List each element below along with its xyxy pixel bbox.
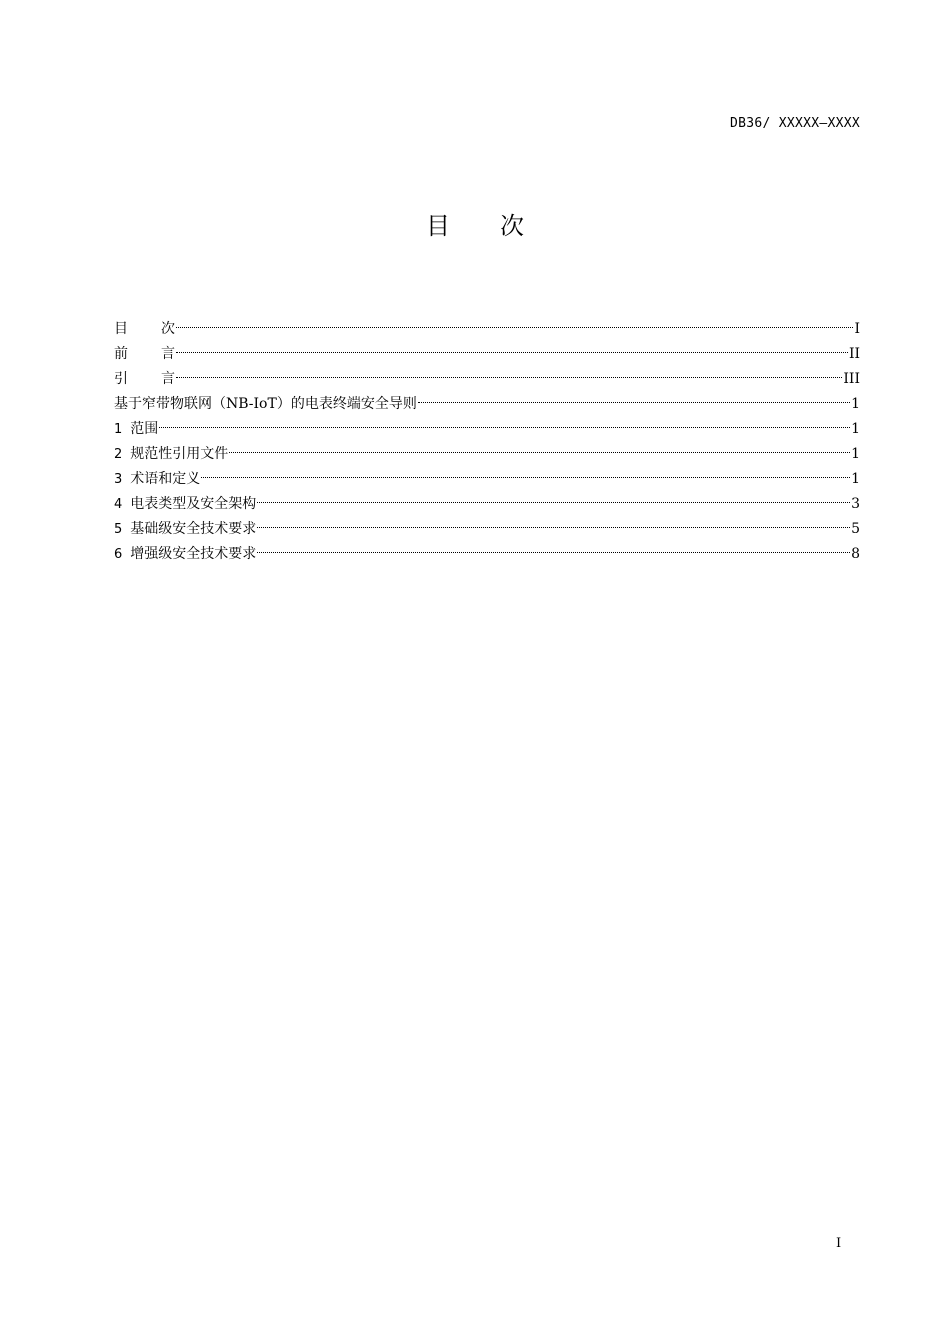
- toc-page-number: 1: [851, 396, 860, 412]
- toc-page-number: 1: [851, 446, 860, 462]
- toc-entry-section-2[interactable]: [114, 442, 860, 467]
- toc-entry-label: 电表类型及安全架构: [130, 496, 257, 512]
- dot-leader: [201, 477, 850, 478]
- toc-entry-label: 引 言: [114, 371, 175, 387]
- toc-page-number: II: [848, 346, 860, 362]
- toc-section-number: 1: [114, 422, 123, 437]
- toc-section-number: 3: [114, 472, 123, 487]
- toc-section-number: 4: [114, 497, 123, 512]
- title-char-2: 次: [500, 212, 524, 240]
- toc-section-number: 6: [114, 547, 123, 562]
- dot-leader: [176, 327, 853, 328]
- dot-leader: [257, 502, 850, 503]
- table-of-contents: [114, 317, 860, 567]
- toc-section-number: 5: [114, 522, 123, 537]
- toc-entry-label: 基础级安全技术要求: [130, 521, 257, 537]
- dot-leader: [176, 377, 842, 378]
- document-code: DB36/ XXXXX—XXXX: [729, 116, 860, 131]
- toc-page-number: 3: [851, 496, 860, 512]
- toc-entry-section-1[interactable]: [114, 417, 860, 442]
- dot-leader: [159, 427, 850, 428]
- toc-entry-section-3[interactable]: [114, 467, 860, 492]
- toc-entry-section-6[interactable]: [114, 542, 860, 567]
- toc-entry-label: 术语和定义: [130, 471, 201, 487]
- toc-page-number: III: [843, 371, 860, 387]
- page-number: I: [836, 1236, 842, 1251]
- toc-page-number: 1: [851, 471, 860, 487]
- dot-leader: [257, 552, 850, 553]
- page-title: [0, 206, 950, 241]
- toc-entry-contents[interactable]: [114, 317, 860, 342]
- toc-entry-label: 基于窄带物联网（NB-IoT）的电表终端安全导则: [114, 396, 417, 412]
- toc-entry-label: 增强级安全技术要求: [130, 546, 257, 562]
- toc-page-number: 1: [851, 421, 860, 437]
- toc-entry-section-5[interactable]: [114, 517, 860, 542]
- dot-leader: [257, 527, 850, 528]
- toc-entry-label: 范围: [130, 421, 159, 437]
- toc-entry-label: 前 言: [114, 346, 175, 362]
- toc-page-number: 8: [851, 546, 860, 562]
- toc-entry-foreword[interactable]: [114, 342, 860, 367]
- title-char-1: 目: [426, 212, 450, 240]
- toc-entry-label: 规范性引用文件: [130, 446, 229, 462]
- toc-entry-label: 目 次: [114, 321, 175, 337]
- dot-leader: [418, 402, 850, 403]
- dot-leader: [229, 452, 850, 453]
- toc-section-number: 2: [114, 447, 123, 462]
- toc-entry-document-title[interactable]: [114, 392, 860, 417]
- toc-page-number: I: [854, 321, 860, 337]
- dot-leader: [176, 352, 848, 353]
- toc-page-number: 5: [851, 521, 860, 537]
- toc-entry-introduction[interactable]: [114, 367, 860, 392]
- toc-entry-section-4[interactable]: [114, 492, 860, 517]
